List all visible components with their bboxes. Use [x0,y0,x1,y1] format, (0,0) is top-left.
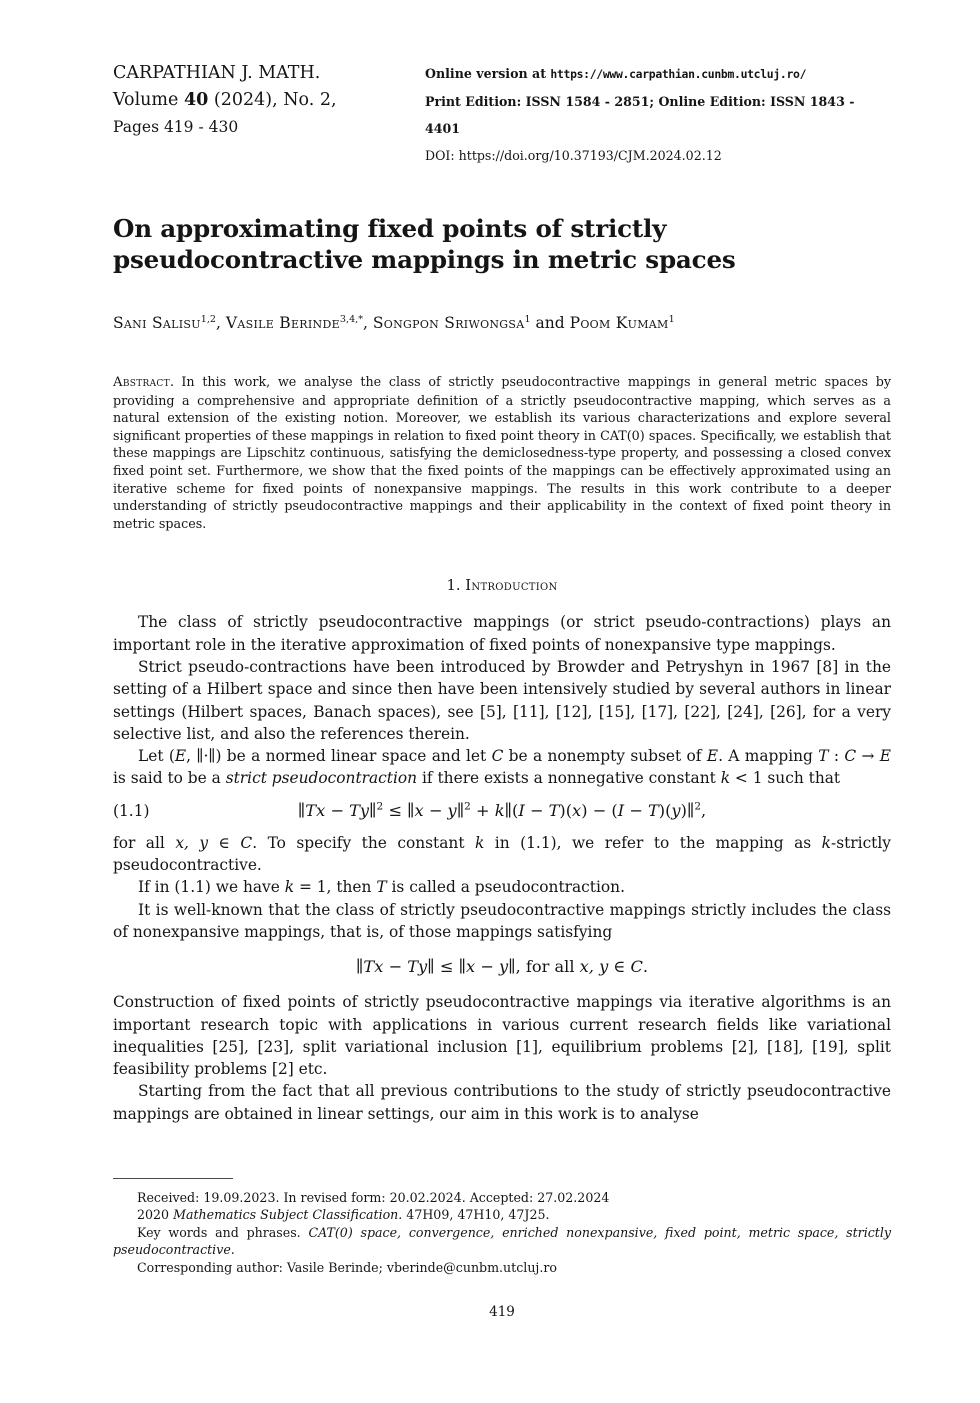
journal-page-range: Pages 419 - 430 [113,118,239,136]
footnote-rule [113,1178,233,1179]
abstract-label: Abstract. [113,375,175,390]
paragraph: Construction of fixed points of strictly pseudocontractive mappings via iterative algorithms is an important research topic with applications in various current research fields like variational inequalities [25], [23], split variational inclusion [1], equilibrium problems [2], [18], [19], split feasibility problems [2] etc. [113,993,891,1079]
section-heading-introduction [113,576,891,596]
page-content [113,0,891,1125]
introduction-body [113,611,891,1125]
masthead-right-column [425,60,891,169]
page-footer [113,1178,891,1320]
paragraph: for all x, y ∈ C. To specify the constant k in (1.1), we refer to the mapping as k-strictly pseudocontractive. [113,833,891,875]
page-number: 419 [489,1304,515,1321]
masthead-left-column [113,60,425,169]
online-version-link[interactable]: Online version at https://www.carpathian.cunbm.utcluj.ro/ [425,66,807,81]
footnote-msc: 2020 Mathematics Subject Classification. 47H09, 47H10, 47J25. [137,1207,550,1223]
footnote-corresponding-author[interactable]: Corresponding author: Vasile Berinde; vberinde@cunbm.utcluj.ro [137,1259,557,1275]
paragraph: It is well-known that the class of strictly pseudocontractive mappings strictly includes the class of nonexpansive mappings, that is, of those mappings satisfying [113,900,891,941]
section-number: 1. [446,577,461,595]
nonexpansive-display-equation [113,954,891,980]
footnote-keywords: Key words and phrases. CAT(0) space, convergence, enriched nonexpansive, fixed point, metric space, strictly pseudocontractive. [113,1224,891,1258]
paragraph: Strict pseudo-contractions have been introduced by Browder and Petryshyn in 1967 [8] in the setting of a Hilbert space and since then have been intensively studied by several authors in linear settings (Hilbert spaces, Banach spaces), see [5], [11], [12], [15], [17], [22], [24], [26], for a very selective list, and also the references therein. [113,657,891,743]
issn-line: Print Edition: ISSN 1584 - 2851; Online Edition: ISSN 1843 - 4401 [425,94,855,136]
article-title: On approximating fixed points of strictly pseudocontractive mappings in metric spaces [113,214,736,274]
paragraph: Starting from the fact that all previous contributions to the study of strictly pseudocontractive mappings are obtained in linear settings, our aim in this work is to analyse [113,1082,891,1123]
abstract-text: In this work, we analyse the class of strictly pseudocontractive mappings in general metric spaces by providing a comprehensive and appropriate definition of a strictly pseudocontractive mapping, which serves as a natural extension of the existing notion. Moreover, we establish its various characterizations and explore several significant properties of these mappings in relation to fixed point theory in CAT(0) spaces. Specifically, we establish that these mappings are Lipschitz continuous, satisfying the demiclosedness-type property, and possessing a closed convex fixed point set. Furthermore, we show that the fixed points of the mappings can be effectively approximated using an iterative scheme for fixed points of nonexpansive mappings. The results in this work contribute to a deeper understanding of strictly pseudocontractive mappings and their applicability in the context of fixed point theory in metric spaces. [113,374,891,531]
equation-1-1 [113,798,891,824]
journal-masthead [113,0,891,169]
section-title: Introduction [465,577,558,595]
abstract-paragraph [113,373,891,532]
journal-volume-issue: Volume 40 (2024), No. 2, [113,90,337,110]
footnote-received: Received: 19.09.2023. In revised form: 20.02.2024. Accepted: 27.02.2024 [137,1190,610,1205]
paragraph: Let (E, ∥·∥) be a normed linear space and let C be a nonempty subset of E. A mapping T : C → E is said to be a strict pseudocontraction if there exists a nonnegative constant k < 1 such that [113,747,891,788]
doi-link[interactable]: DOI: https://doi.org/10.37193/CJM.2024.02.12 [425,148,722,163]
paragraph: If in (1.1) we have k = 1, then T is called a pseudocontraction. [138,878,625,897]
equation-label: (1.1) [113,801,150,820]
paragraph: The class of strictly pseudocontractive mappings (or strict pseudo-contractions) plays an important role in the iterative approximation of fixed points of nonexpansive type mappings. [113,613,891,654]
equation-content: ∥Tx − Ty∥ ≤ ∥x − y∥, for all x, y ∈ C. [355,957,649,977]
equation-content: ∥Tx − Ty∥$^2$ ≤ ∥x − y∥$^2$ + k∥(I − T)(x) − (I − T)(y)∥$^2$, [297,800,707,820]
journal-name: CARPATHIAN J. MATH. [113,63,321,83]
authors-line: Sani Salisu$^{1,2}$, Vasile Berinde$^{3,4,*}$, Songpon Sriwongsa$^1$ and Poom Kumam$^1$ [113,313,675,332]
